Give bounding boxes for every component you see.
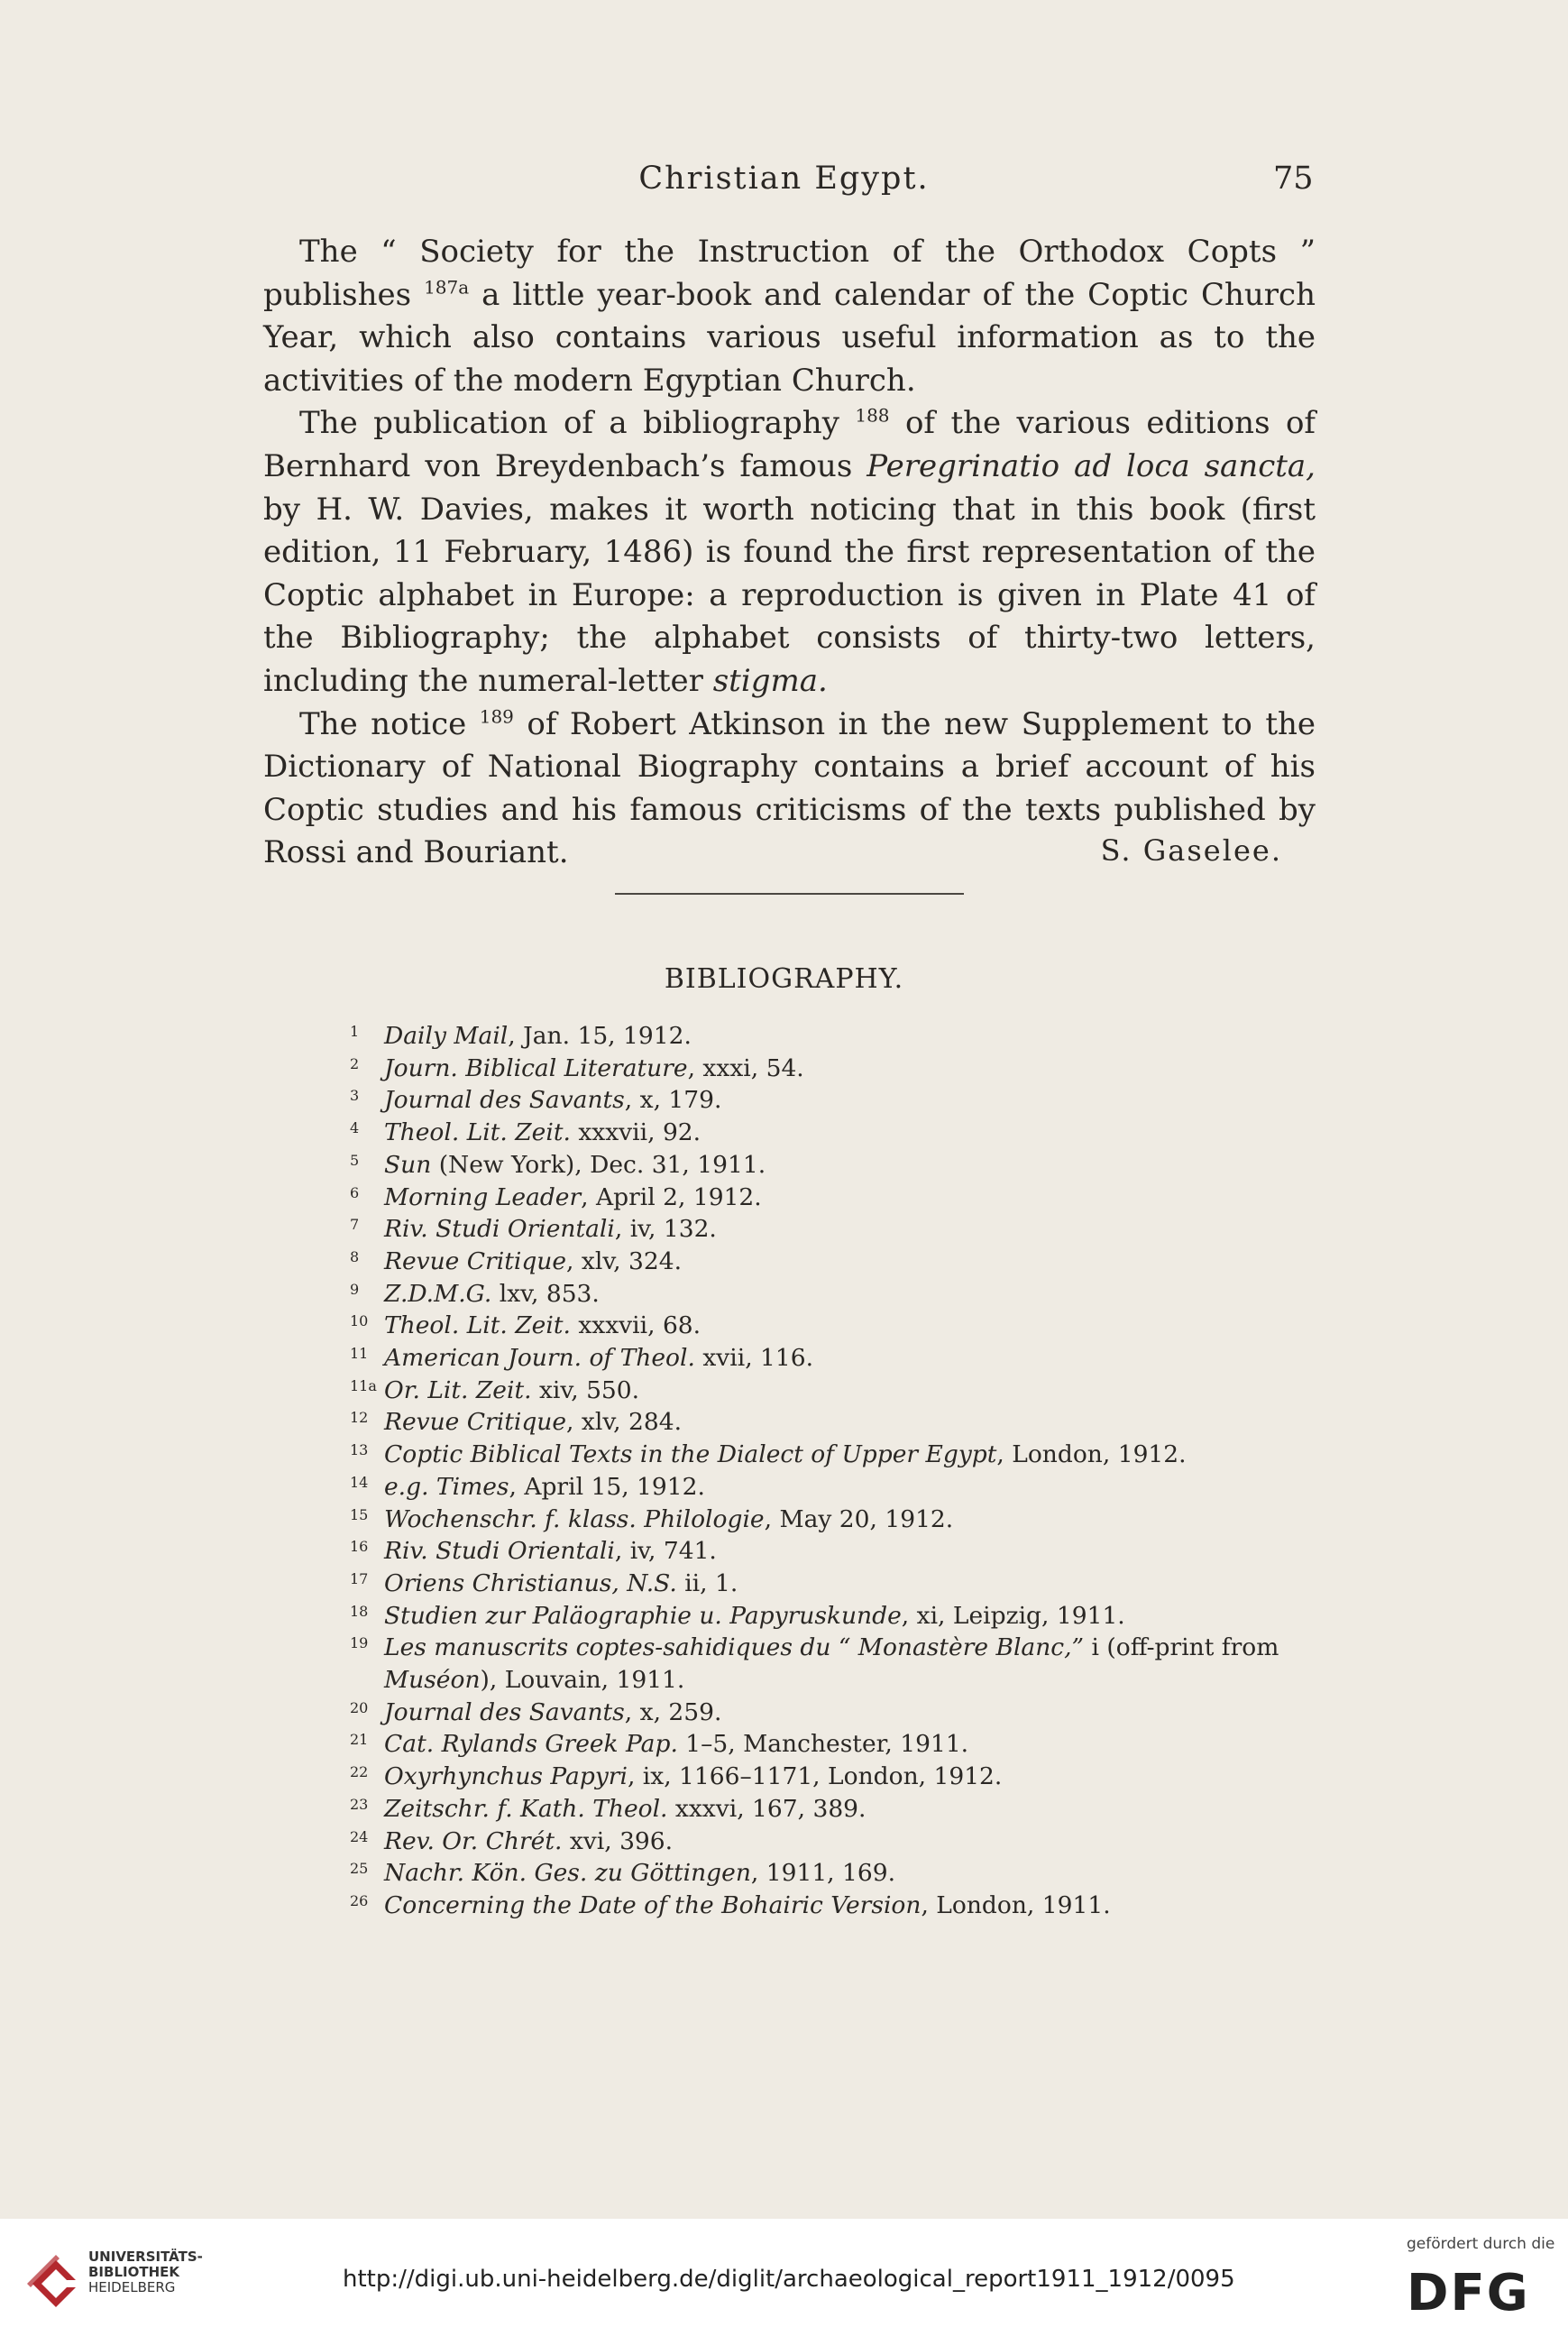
entry-text: [384, 1376, 639, 1404]
entry-text: [384, 1730, 968, 1758]
section-divider: [615, 893, 964, 895]
text-run: xxxvii, 92.: [570, 1118, 701, 1147]
text-run: , x, 259.: [624, 1697, 722, 1726]
bibliography-entry: [350, 1406, 1333, 1439]
paragraph-1: [263, 231, 1316, 402]
italic-text: Daily Mail: [384, 1022, 509, 1050]
italic-text: Studien zur Paläographie u. Papyruskunde: [384, 1601, 902, 1630]
page-number: 75: [1273, 161, 1314, 197]
entry-text: [384, 1698, 721, 1726]
text-run: , xlv, 324.: [566, 1246, 682, 1275]
text-run: xxxvii, 68.: [570, 1311, 701, 1340]
source-url-link[interactable]: http://digi.ub.uni-heidelberg.de/diglit/archaeological_report1911_1912/0095: [343, 2266, 1235, 2293]
entry-text: [384, 1247, 682, 1275]
entry-text: [384, 1151, 766, 1179]
entry-number: 18: [350, 1602, 369, 1620]
text-run: The “ Society for the Instruction of the Orthodox Copts ” publishes: [263, 234, 1316, 313]
entry-number: 4: [350, 1119, 360, 1137]
italic-text: Morning Leader: [384, 1182, 582, 1211]
bibliography-entry: [350, 1826, 1333, 1858]
entry-number: 23: [350, 1795, 369, 1813]
bibliography-entry: [350, 1310, 1333, 1342]
text-run: by H. W. Davies, makes it worth noticing that in this book (first edition, 11 February, 1486) is found the first representation of the Coptic alphabet in Europe: a reproduction is given in Plate 41 of the Bibliography; the alphabet consists of thirty-two letters, including the numeral-letter: [263, 491, 1316, 699]
footnote-ref: 188: [855, 405, 890, 428]
body-text: [263, 231, 1316, 875]
entry-number: 20: [350, 1698, 369, 1716]
italic-text: Journal des Savants: [384, 1697, 625, 1726]
entry-text: [384, 1569, 738, 1597]
bibliography-entry: [350, 1149, 1333, 1182]
italic-text: Muséon: [384, 1666, 481, 1695]
bibliography-entry: [350, 1504, 1333, 1536]
text-run: i (off-print from: [1084, 1633, 1279, 1662]
bibliography-entry: [350, 1182, 1333, 1214]
italic-text: Theol. Lit. Zeit.: [384, 1118, 571, 1147]
entry-text: [384, 1311, 701, 1339]
entry-text: [384, 1537, 717, 1565]
bibliography-entry: [350, 1568, 1333, 1600]
italic-text: Les manuscrits coptes-sahidiques du “ Monastère Blanc,”: [384, 1633, 1085, 1662]
library-line-3: HEIDELBERG: [88, 2279, 176, 2295]
italic-text: Zeitschr. f. Kath. Theol.: [384, 1794, 668, 1823]
bibliography-entry: [350, 1084, 1333, 1117]
italic-text: e.g. Times: [384, 1472, 509, 1501]
text-run: , London, 1911.: [921, 1890, 1111, 1919]
entry-number: 13: [350, 1441, 369, 1459]
bibliography-entry: [350, 1117, 1333, 1149]
entry-number: 8: [350, 1247, 360, 1265]
footer-bar: [0, 2219, 1568, 2327]
entry-number: 24: [350, 1827, 369, 1845]
italic-text: Sun: [384, 1150, 432, 1179]
italic-text: American Journ. of Theol.: [384, 1344, 695, 1373]
entry-number: 16: [350, 1538, 369, 1556]
italic-text: Concerning the Date of the Bohairic Version: [384, 1890, 922, 1919]
entry-number: 11a: [350, 1376, 377, 1394]
bibliography-entry: [350, 1053, 1333, 1085]
text-run: ), Louvain, 1911.: [480, 1666, 685, 1695]
bibliography-entry: [350, 1632, 1333, 1696]
italic-text: Riv. Studi Orientali: [384, 1215, 615, 1244]
italic-text: Oxyrhynchus Papyri: [384, 1762, 628, 1791]
text-run: 1–5, Manchester, 1911.: [677, 1730, 969, 1759]
entry-number: 3: [350, 1087, 360, 1105]
library-logo-icon: [20, 2248, 92, 2320]
entry-text: [384, 1022, 692, 1050]
bibliography-entry: [350, 1890, 1333, 1922]
italic-text: Cat. Rylands Greek Pap.: [384, 1730, 678, 1759]
paragraph-2: [263, 402, 1316, 703]
entry-text: [384, 1473, 705, 1501]
entry-text: [384, 1602, 1125, 1630]
bibliography-entry: [350, 1728, 1333, 1761]
italic-text: Z.D.M.G.: [384, 1279, 492, 1308]
entry-number: 11: [350, 1345, 369, 1363]
entry-number: 25: [350, 1860, 369, 1878]
bibliography-entry: [350, 1020, 1333, 1053]
entry-number: 6: [350, 1183, 360, 1201]
entry-number: 2: [350, 1054, 360, 1072]
bibliography-entry: [350, 1697, 1333, 1729]
bibliography-entry: [350, 1213, 1333, 1246]
dfg-logo: DFG: [1407, 2264, 1530, 2322]
running-title: Christian Egypt.: [638, 161, 930, 197]
entry-number: 21: [350, 1731, 369, 1749]
italic-text: Oriens Christianus, N.S.: [384, 1568, 677, 1597]
italic-text: Riv. Studi Orientali: [384, 1537, 615, 1566]
italic-text: Journ. Biblical Literature: [384, 1053, 688, 1082]
italic-text: Revue Critique: [384, 1246, 567, 1275]
funding-note: gefördert durch die: [1407, 2235, 1555, 2253]
author-signature: S. Gaselee.: [1100, 833, 1282, 868]
entry-text: [384, 1215, 717, 1243]
entry-text: [384, 1344, 813, 1372]
bibliography-entry: [350, 1342, 1333, 1375]
text-run: , iv, 741.: [614, 1537, 717, 1566]
entry-number: 9: [350, 1280, 360, 1298]
entry-text: [384, 1633, 1279, 1694]
entry-text: [384, 1827, 673, 1855]
text-run: , April 2, 1912.: [581, 1182, 762, 1211]
entry-number: 5: [350, 1151, 360, 1169]
entry-number: 17: [350, 1569, 369, 1587]
text-run: , iv, 132.: [614, 1215, 717, 1244]
bibliography-entry: [350, 1471, 1333, 1504]
entry-text: [384, 1859, 895, 1887]
text-run: , xxxi, 54.: [687, 1053, 804, 1082]
bibliography-heading: BIBLIOGRAPHY.: [664, 963, 904, 995]
italic-text: Rev. Or. Chrét.: [384, 1826, 563, 1855]
entry-number: 22: [350, 1763, 369, 1781]
library-name: [88, 2249, 203, 2295]
entry-text: [384, 1118, 701, 1146]
entry-text: [384, 1183, 762, 1211]
text-run: , May 20, 1912.: [764, 1504, 954, 1533]
bibliography-entry: [350, 1375, 1333, 1407]
entry-number: 1: [350, 1023, 360, 1040]
entry-text: [384, 1440, 1187, 1468]
entry-number: 26: [350, 1891, 369, 1909]
italic-text: Theol. Lit. Zeit.: [384, 1311, 571, 1340]
entry-text: [384, 1086, 721, 1114]
entry-text: [384, 1505, 953, 1533]
text-run: of Robert Atkinson in the new Supplement to the Dictionary of National Biography contains a brief account of his Coptic studies and his famous criticisms of the texts published by Rossi and Bouriant.: [263, 705, 1316, 871]
text-run: , April 15, 1912.: [509, 1472, 705, 1501]
entry-number: 7: [350, 1216, 360, 1234]
entry-number: 15: [350, 1505, 369, 1523]
bibliography-entry: [350, 1857, 1333, 1890]
bibliography-entry: [350, 1793, 1333, 1826]
italic-text: Nachr. Kön. Ges. zu Göttingen: [384, 1859, 751, 1888]
italic-text: Peregrinatio ad loca sancta,: [867, 447, 1316, 484]
bibliography-entry: [350, 1761, 1333, 1793]
italic-text: Wochenschr. f. klass. Philologie: [384, 1504, 765, 1533]
italic-text: Or. Lit. Zeit.: [384, 1375, 532, 1404]
text-run: xvi, 396.: [562, 1826, 674, 1855]
text-run: xvii, 116.: [694, 1344, 814, 1373]
footnote-ref: 189: [479, 705, 514, 728]
text-run: , 1911, 169.: [750, 1859, 896, 1888]
text-run: , Jan. 15, 1912.: [508, 1022, 692, 1050]
text-run: , London, 1912.: [996, 1440, 1187, 1469]
entry-text: [384, 1280, 600, 1308]
library-line-1: UNIVERSITÄTS-: [88, 2249, 203, 2265]
library-line-2: BIBLIOTHEK: [88, 2264, 179, 2280]
bibliography-entry: [350, 1439, 1333, 1471]
italic-text: stigma.: [712, 662, 828, 699]
bibliography-list: [350, 1020, 1333, 1922]
text-run: xxxvi, 167, 389.: [667, 1794, 867, 1823]
text-run: , ix, 1166–1171, London, 1912.: [627, 1762, 1003, 1791]
entry-number: 10: [350, 1312, 369, 1330]
text-run: ii, 1.: [676, 1568, 738, 1597]
text-run: xiv, 550.: [531, 1375, 640, 1404]
text-run: of the various editions of Bernhard von Breydenbach’s famous: [263, 405, 1316, 484]
footnote-ref: 187a: [424, 276, 470, 299]
text-run: , x, 179.: [624, 1086, 722, 1115]
entry-text: [384, 1795, 866, 1823]
entry-text: [384, 1891, 1111, 1919]
bibliography-entry: [350, 1246, 1333, 1278]
text-run: , xi, Leipzig, 1911.: [901, 1601, 1125, 1630]
italic-text: Coptic Biblical Texts in the Dialect of Upper Egypt: [384, 1440, 997, 1469]
bibliography-entry: [350, 1535, 1333, 1568]
entry-number: 14: [350, 1473, 369, 1491]
text-run: lxv, 853.: [491, 1279, 600, 1308]
entry-number: 19: [350, 1634, 369, 1652]
text-run: The publication of a bibliography: [299, 405, 856, 442]
italic-text: Revue Critique: [384, 1408, 567, 1437]
entry-text: [384, 1762, 1002, 1790]
italic-text: Journal des Savants: [384, 1086, 625, 1115]
bibliography-entry: [350, 1600, 1333, 1633]
entry-text: [384, 1054, 804, 1082]
text-run: The notice: [299, 705, 480, 742]
text-run: , xlv, 284.: [566, 1408, 682, 1437]
bibliography-entry: [350, 1278, 1333, 1311]
entry-number: 12: [350, 1409, 369, 1427]
text-run: a little year-book and calendar of the Coptic Church Year, which also contains various useful information as to the activities of the modern Egyptian Church.: [263, 276, 1316, 399]
entry-text: [384, 1408, 682, 1436]
text-run: (New York), Dec. 31, 1911.: [431, 1150, 766, 1179]
